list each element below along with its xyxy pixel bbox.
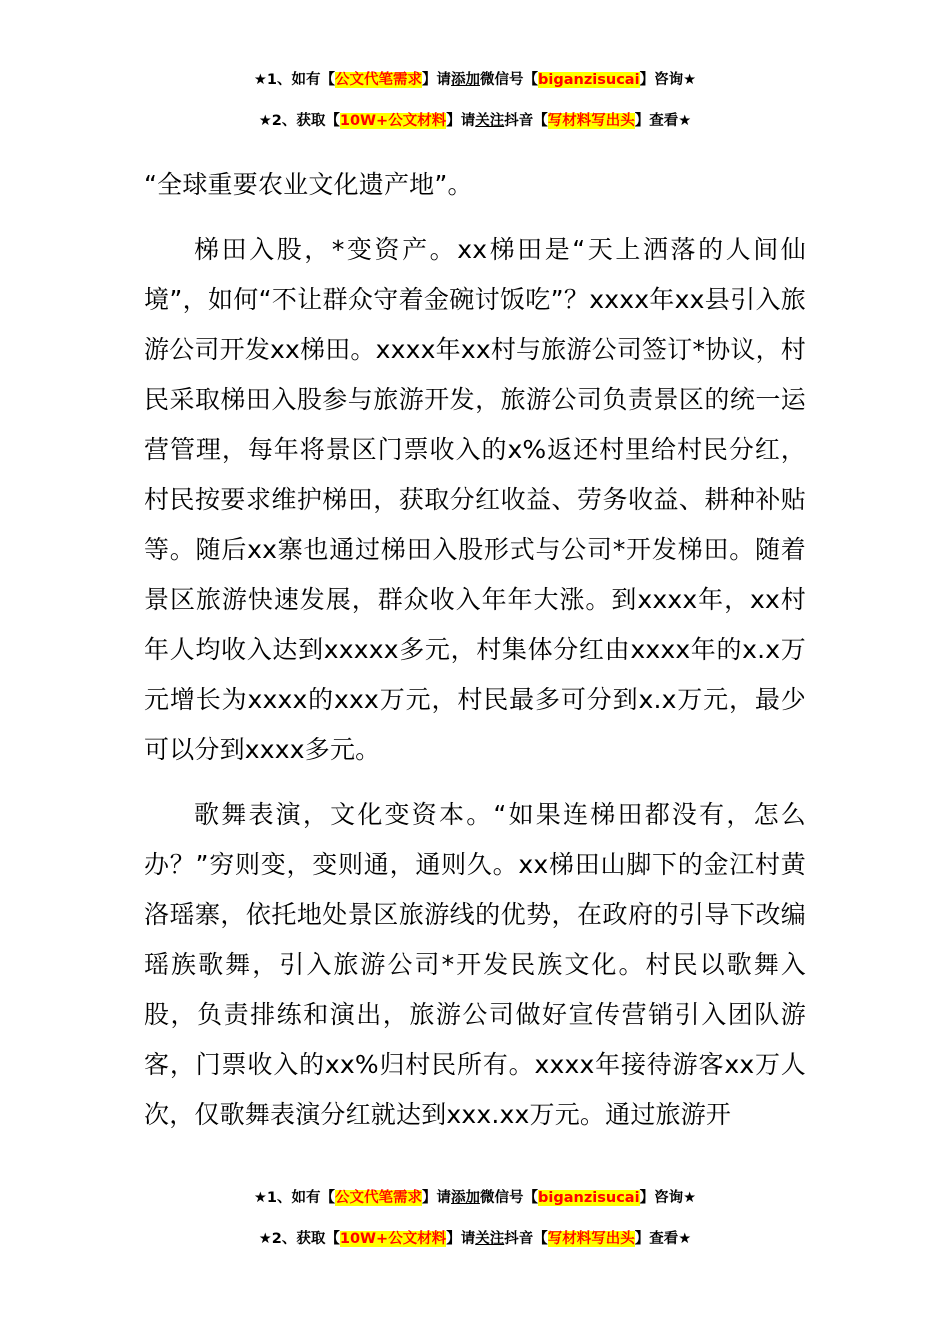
banner-text: 微信号【 bbox=[480, 1190, 539, 1206]
banner-highlight: 10W+公文材料 bbox=[339, 113, 447, 129]
banner-text: 】查看★ bbox=[634, 113, 692, 129]
banner-highlight: biganzisucai bbox=[538, 1190, 640, 1206]
document-body bbox=[144, 160, 806, 1140]
banner-text: 抖音【 bbox=[504, 113, 548, 129]
paragraph-continuation: “全球重要农业文化遗产地”。 bbox=[144, 170, 473, 199]
footer-banner-line-1 bbox=[0, 1188, 950, 1208]
banner-highlight: 写材料写出头 bbox=[547, 1231, 635, 1247]
banner-text: 】请 bbox=[446, 113, 476, 129]
banner-text: ★2、获取【 bbox=[258, 1231, 340, 1247]
header-banner-line-2 bbox=[0, 111, 950, 131]
header-banner-line-1 bbox=[0, 70, 950, 90]
banner-text: ★1、如有【 bbox=[253, 1190, 336, 1206]
banner-underline: 关注 bbox=[475, 113, 505, 129]
banner-text: ★2、获取【 bbox=[258, 113, 340, 129]
banner-highlight: 10W+公文材料 bbox=[339, 1231, 447, 1247]
banner-highlight: biganzisucai bbox=[538, 72, 640, 88]
paragraph-terraced-fields: 梯田入股，*变资产。xx梯田是“天上洒落的人间仙境”，如何“不让群众守着金碗讨饭吃”？xxxx年xx县引入旅游公司开发xx梯田。xxxx年xx村与旅游公司签订*协议，村民采取梯田入股参与旅游开发，旅游公司负责景区的统一运营管理，每年将景区门票收入的x%返还村里给村民分红，村民按要求维护梯田，获取分红收益、劳务收益、耕种补贴等。随后xx寨也通过梯田入股形式与公司*开发梯田。随着景区旅游快速发展，群众收入年年大涨。到xxxx年，xx村年人均收入达到xxxxx多元，村集体分红由xxxx年的x.x万元增长为xxxx的xxx万元，村民最多可分到x.x万元，最少可以分到xxxx多元。 bbox=[144, 235, 806, 764]
paragraph-song-dance: 歌舞表演，文化变资本。“如果连梯田都没有，怎么办？”穷则变，变则通，通则久。xx梯田山脚下的金江村黄洛瑶寨，依托地处景区旅游线的优势，在政府的引导下改编瑶族歌舞，引入旅游公司*开发民族文化。村民以歌舞入股，负责排练和演出，旅游公司做好宣传营销引入团队游客，门票收入的xx%归村民所有。xxxx年接待游客xx万人次，仅歌舞表演分红就达到xxx.xx万元。通过旅游开 bbox=[144, 800, 806, 1129]
banner-text: 】查看★ bbox=[634, 1231, 692, 1247]
banner-highlight: 写材料写出头 bbox=[547, 113, 635, 129]
footer-banner-line-2 bbox=[0, 1229, 950, 1249]
banner-text: 】咨询★ bbox=[639, 72, 697, 88]
banner-text: 微信号【 bbox=[480, 72, 539, 88]
banner-text: 】请 bbox=[446, 1231, 476, 1247]
banner-highlight: 公文代笔需求 bbox=[335, 1190, 423, 1206]
banner-text: 】请 bbox=[422, 72, 452, 88]
banner-text: 】请 bbox=[422, 1190, 452, 1206]
banner-underline: 关注 bbox=[475, 1231, 505, 1247]
banner-underline: 添加 bbox=[451, 72, 481, 88]
banner-highlight: 公文代笔需求 bbox=[335, 72, 423, 88]
banner-text: ★1、如有【 bbox=[253, 72, 336, 88]
banner-text: 】咨询★ bbox=[639, 1190, 697, 1206]
banner-text: 抖音【 bbox=[504, 1231, 548, 1247]
banner-underline: 添加 bbox=[451, 1190, 481, 1206]
